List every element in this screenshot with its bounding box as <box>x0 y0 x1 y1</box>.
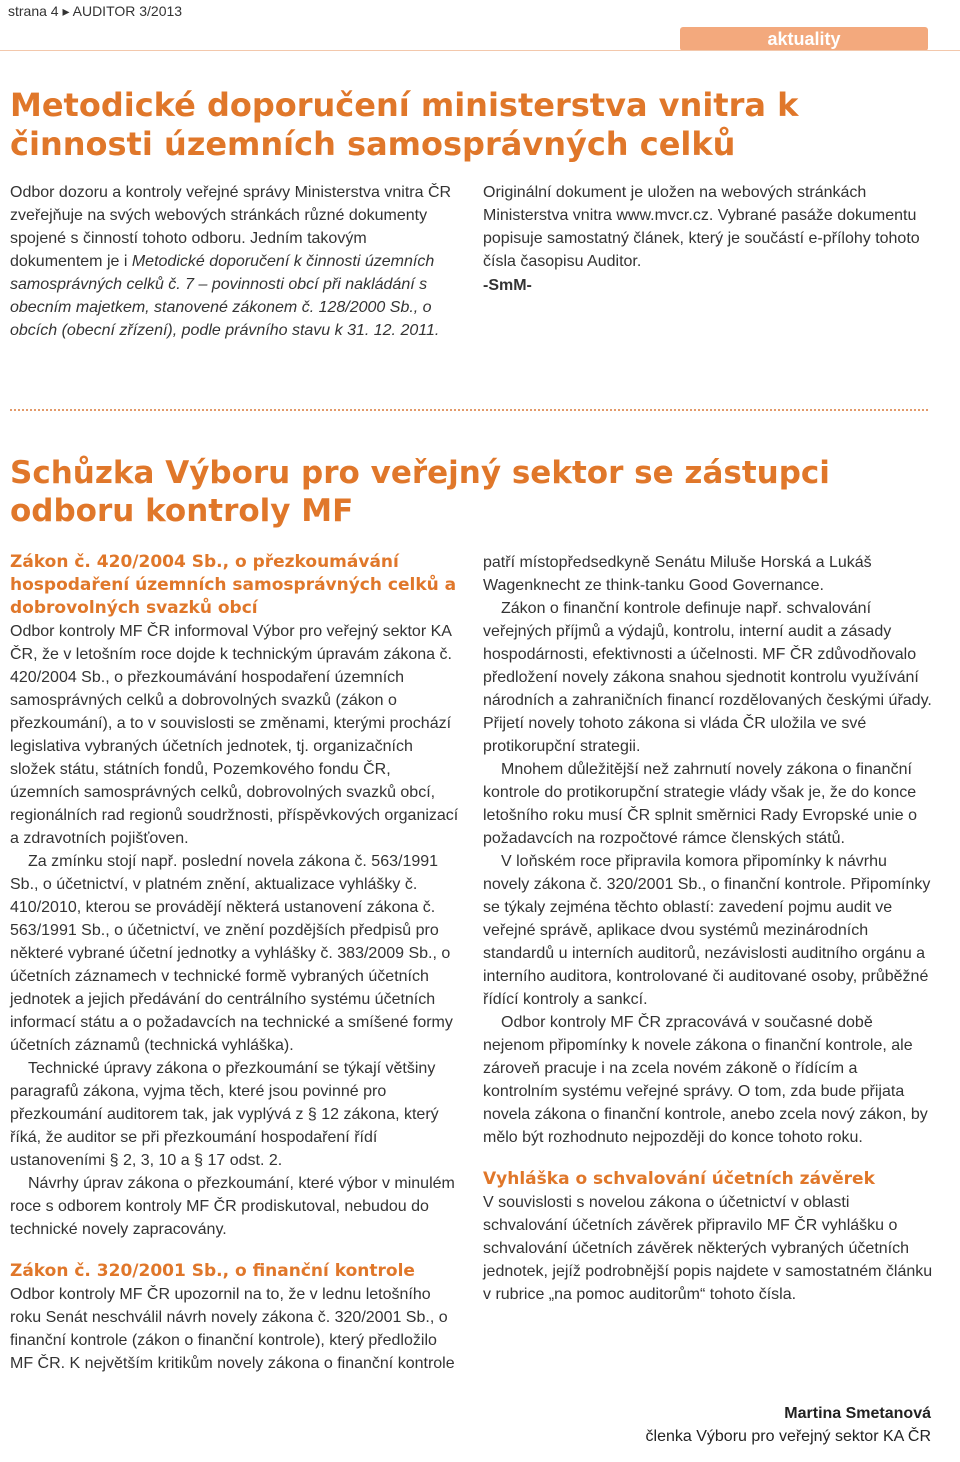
right-column <box>483 551 933 1306</box>
article-signature: -SmM- <box>483 277 532 294</box>
author-block <box>483 1402 931 1448</box>
paragraph: Zákon o finanční kontrole definuje např. schvalování veřejných příjmů a výdajů, kontrolu, interní audit a zásady hospodárnosti, efektivnosti a účelnosti. MF ČR zdůvodňovalo předložení novely zákona snahou sjednotit kontrolu využívání národních a zahraničních financí rozdělovaných českými úřady. Přijetí novely tohoto zákona si vláda ČR uložila ve své protikorupční strategii. <box>483 600 932 755</box>
paragraph: Odbor kontroly MF ČR upozornil na to, že v lednu letošního roku Senát neschválil návrh novely zákona č. 320/2001 Sb., o finanční kontrole (zákon o finanční kontrole), který předložilo MF ČR. K největším kritikům novely zákona o finanční kontrole <box>10 1286 455 1372</box>
author-role: členka Výboru pro veřejný sektor KA ČR <box>645 1428 931 1445</box>
paragraph: Za zmínku stojí např. poslední novela zákona č. 563/1991 Sb., o účetnictví, v platném znění, aktualizace vyhlášky č. 410/2010, kterou se provádějí některá ustanovení zákona č. 563/1991 Sb., o účetnictví, ve znění pozdějších předpisů pro některé vybrané účetní jednotky a vyhlášky č. 383/2009 Sb., o účetních záznamech v technické formě vybraných účetních jednotek a jejich předávání do centrálního systému účetních informací státu a o požadavcích na technické a smíšené formy účetních záznamů (technická vyhláška). <box>10 853 453 1054</box>
paragraph: V loňském roce připravila komora připomínky k návrhu novely zákona č. 320/2001 Sb., o finanční kontrole. Připomínky se týkaly zejména těchto oblastí: zavedení pojmu audit ve veřejné správě, aplikace dvou systémů mezinárodních standardů u interních auditorů, nezávislosti auditního orgánu a interního auditora, kontrolované či auditované osoby, průběžné řídící kontroly a sankcí. <box>483 853 931 1008</box>
paragraph: Mnohem důležitější než zahrnutí novely zákona o finanční kontrole do protikorupční strategie vlády však je, že do konce letošního roku musí ČR splnit směrnici Rady Evropské unie o požadavcích na rozpočtové rámce členských států. <box>483 761 917 847</box>
paragraph: Odbor kontroly MF ČR zpracovává v současné době nejenom připomínky k novele zákona o finanční kontrole, ale zároveň pracuje i na zcela novém zákoně o řídícím a kontrolním systému veřejné správy. O tom, zda bude přijata novela zákona o finanční kontrole, anebo zcela nový zákon, by mělo být rozhodnuto nejpozději do konce tohoto roku. <box>483 1014 928 1146</box>
header-divider <box>0 50 960 51</box>
page-header <box>0 0 960 22</box>
second-article-title: Schůzka Výboru pro veřejný sektor se zástupci odboru kontroly MF <box>10 455 830 529</box>
author-name: Martina Smetanová <box>784 1405 931 1422</box>
paragraph: Návrhy úprav zákona o přezkoumání, které výbor v minulém roce s odborem kontroly MF ČR prodiskutoval, nebudou do technické novely zapracovány. <box>10 1175 455 1238</box>
article-title: Metodické doporučení ministerstva vnitra k činnosti územních samosprávných celků <box>10 86 799 163</box>
paragraph: patří místopředsedkyně Senátu Miluše Horská a Lukáš Wagenknecht ze think-tanku Good Governance. <box>483 554 872 594</box>
intro-document-name: Metodické doporučení k činnosti územních samosprávných celků č. 7 – povinnosti obcí při nakládání s obecním majetkem, stanovené zákonem č. 128/2000 Sb., o obcích (obecní zřízení), podle právního stavu k 31. 12. 2011. <box>10 253 440 339</box>
section-tab: aktuality <box>680 27 928 51</box>
article-separator <box>10 409 928 411</box>
subheading-decree: Vyhláška o schvalování účetních závěrek <box>483 1169 875 1189</box>
running-header: strana 4 ▸ AUDITOR 3/2013 <box>8 3 183 19</box>
paragraph: V souvislosti s novelou zákona o účetnictví v oblasti schvalování účetních závěrek připravilo MF ČR vyhlášku o schvalování účetních závěrek některých vybraných účetních jednotek, jejíž podrobnější popis najdete v samostatném článku v rubrice „na pomoc auditorům“ tohoto čísla. <box>483 1194 933 1303</box>
subheading-law-320: Zákon č. 320/2001 Sb., o finanční kontrole <box>10 1261 415 1281</box>
article-intro <box>10 181 455 342</box>
paragraph: Odbor kontroly MF ČR informoval Výbor pro veřejný sektor KA ČR, že v letošním roce dojde k technickým úpravám zákona č. 420/2004 Sb., o přezkoumávání hospodaření územních samosprávných celků a dobrovolných svazků (zákon o přezkoumání), a to v souvislosti se změnami, kterými prochází legislativa vybraných účetních jednotek, tj. organizačních složek státu, státních fondů, Pozemkového fondu ČR, územních samosprávných celků, dobrovolných svazků obcí, regionálních rad regionů soudržnosti, příspěvkových organizací a zdravotních pojišťoven. <box>10 623 459 847</box>
subheading-law-420: Zákon č. 420/2004 Sb., o přezkoumávání hospodaření územních samosprávných celků a dobrovolných svazků obcí <box>10 552 457 618</box>
left-column <box>10 551 460 1375</box>
intro-paragraph <box>10 181 455 342</box>
paragraph: Technické úpravy zákona o přezkoumání se týkají většiny paragrafů zákona, vyjma těch, které jsou povinné pro přezkoumání auditorem tak, jak vyplývá z § 12 zákona, který říká, že auditor se při přezkoumání hospodaření řídí ustanoveními § 2, 3, 10 a § 17 odst. 2. <box>10 1060 439 1169</box>
article-note <box>483 181 933 297</box>
note-paragraph: Originální dokument je uložen na webových stránkách Ministerstva vnitra www.mvcr.cz. Vybrané pasáže dokumentu popisuje samostatný článek, který je součástí e-přílohy tohoto čísla časopisu Auditor. <box>483 184 920 270</box>
intro-text: Odbor dozoru a kontroly veřejné správy Ministerstva vnitra ČR zveřejňuje na svých webových stránkách různé dokumenty spojené s činností tohoto odboru. Jedním takovým dokumentem je i <box>10 184 452 270</box>
